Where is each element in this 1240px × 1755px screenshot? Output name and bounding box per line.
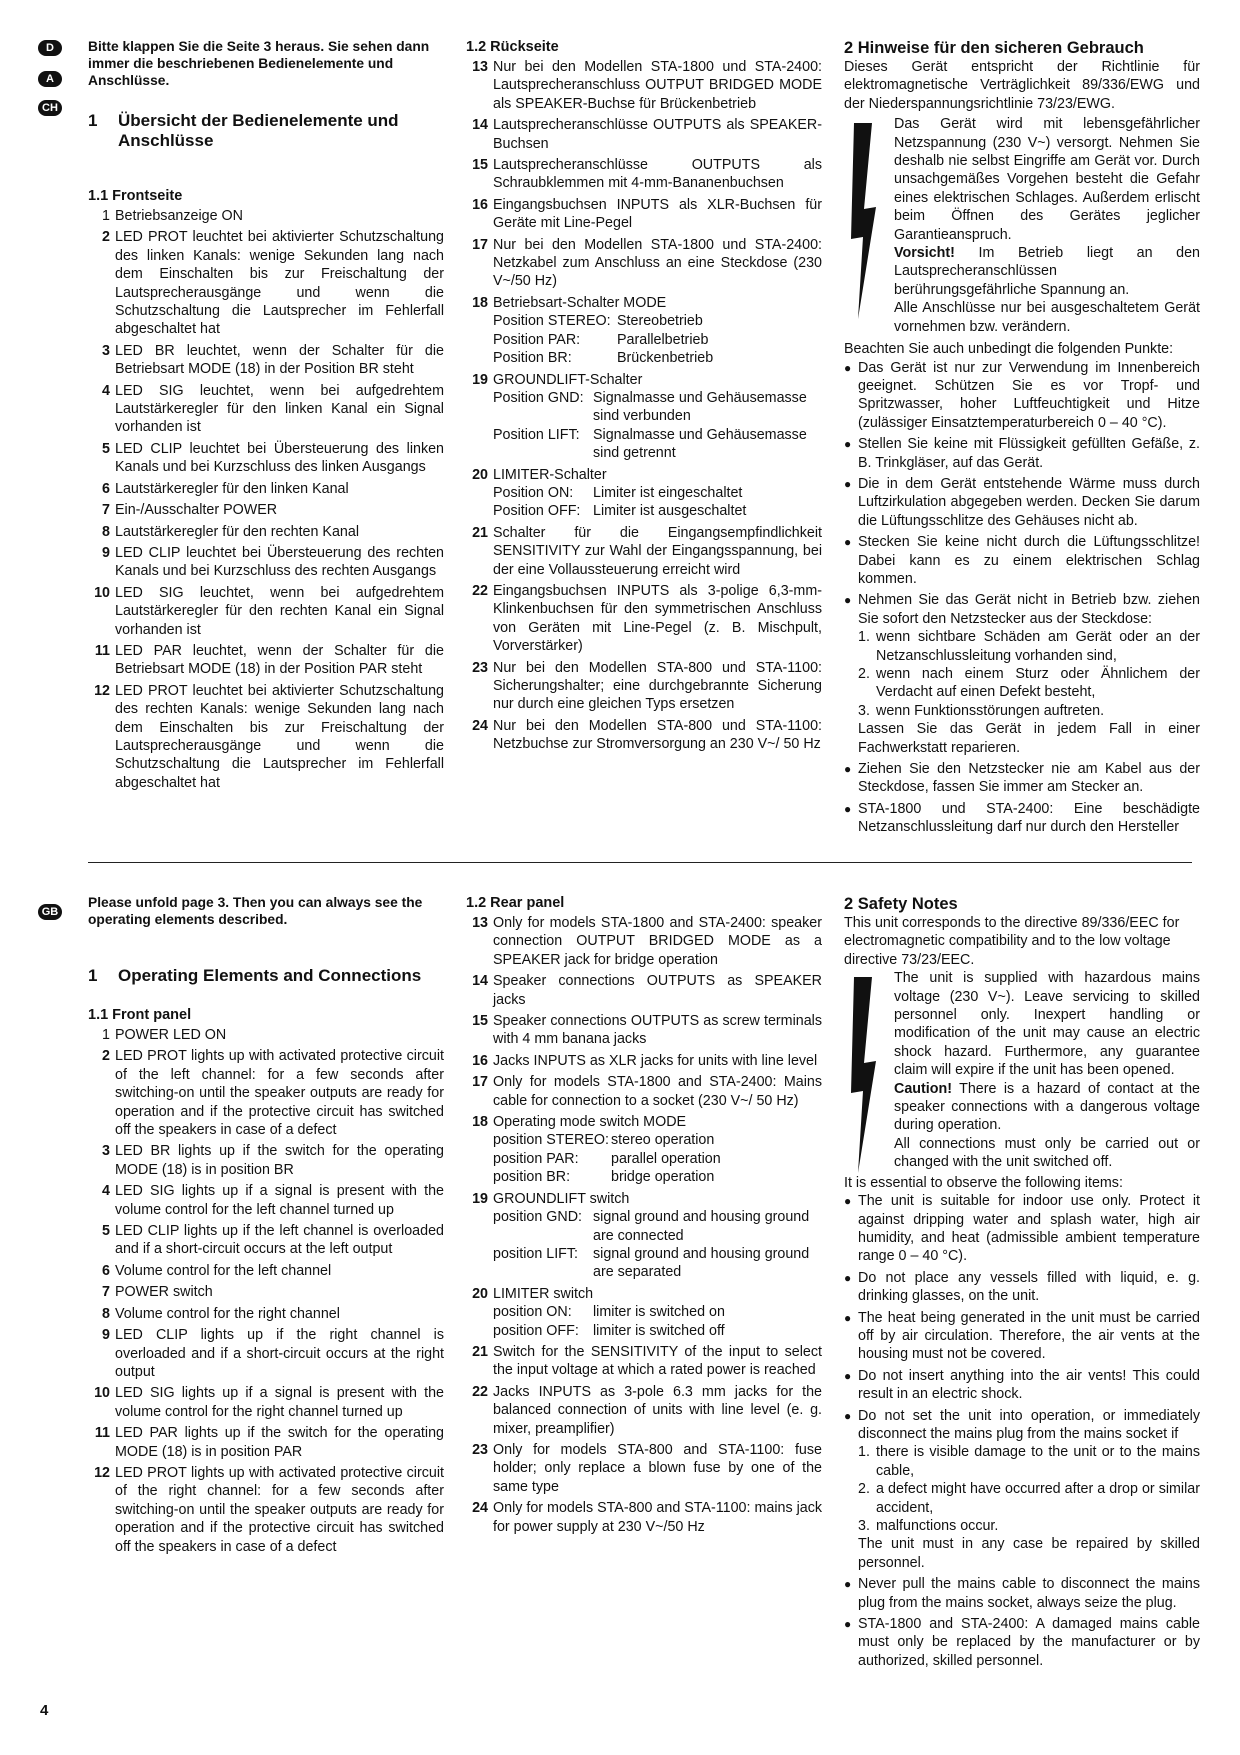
list-item <box>466 294 822 368</box>
item-text: LED SIG lights up if a signal is present with the volume control for the left channel turned up <box>115 1183 444 1218</box>
item-number: 22 <box>472 1383 488 1400</box>
list-item <box>466 1343 822 1380</box>
de-front-title: 1.1 Frontseite <box>88 188 183 204</box>
list-item <box>466 1383 822 1438</box>
de-rear-list <box>466 58 822 754</box>
item-number: 22 <box>472 582 488 599</box>
item-text: Lautsprecheranschlüsse OUTPUTS als SPEAKER-Buchsen <box>493 117 822 152</box>
numbered-text: malfunctions occur. <box>876 1518 999 1534</box>
item-text: Switch for the SENSITIVITY of the input to select the input voltage at which a rated power is reached <box>493 1343 822 1379</box>
switch-position <box>493 389 822 426</box>
position-value: Signalmasse und Gehäusemasse sind getrennt <box>593 426 807 462</box>
list-item <box>466 371 822 463</box>
en-safety-intro: This unit corresponds to the directive 89/336/EEC for electromagnetic compatibility and to the low voltage directive 73/23/EEC. <box>844 915 1180 968</box>
item-text: Speaker connections OUTPUTS as SPEAKER jacks <box>493 973 822 1008</box>
item-number: 20 <box>472 1285 488 1302</box>
en-warning-text: The unit is supplied with hazardous mains voltage (230 V~). Leave servicing to skilled personnel only. Inexpert handling or modification of the unit may cause an electric shock hazard. Furthermore, any guarantee claim will expire if the unit has been opened. <box>894 970 1200 1079</box>
item-text: Betriebsart-Schalter MODE <box>493 294 667 311</box>
item-number: 24 <box>472 717 488 734</box>
bullet-text: Stecken Sie keine nicht durch die Lüftungsschlitze! Dabei kann es zu einem elektrischen Schlag kommen. <box>858 534 1200 587</box>
list-item <box>88 1384 444 1421</box>
item-number: 4 <box>102 1183 110 1200</box>
bullet-icon: ● <box>844 1577 852 1592</box>
item-number: 2 <box>102 1048 110 1065</box>
list-item <box>466 1499 822 1536</box>
bullet-item <box>844 1615 1200 1670</box>
item-number: 8 <box>102 523 110 540</box>
bullet-text: Never pull the mains cable to disconnect the mains plug from the mains socket, always seize the plug. <box>858 1576 1200 1611</box>
item-text: LED CLIP leuchtet bei Übersteuerung des linken Kanals und bei Kurzschluss des linken Ausgangs <box>115 440 444 476</box>
item-number: 7 <box>102 1284 110 1301</box>
item-number: 14 <box>472 973 488 990</box>
numbered-text: wenn sichtbare Schäden am Gerät oder an der Netzanschlussleitung vorhanden sind, <box>876 629 1200 664</box>
list-item <box>466 1012 822 1049</box>
item-text: Lautsprecheranschlüsse OUTPUTS als Schraubklemmen mit 4-mm-Bananenbuchsen <box>493 157 822 192</box>
bullet-text: STA-1800 and STA-2400: A damaged mains cable must only be replaced by the manufacturer or by authorized, skilled personnel. <box>858 1616 1200 1669</box>
en-rear-list <box>466 914 822 1536</box>
position-value: Parallelbetrieb <box>617 331 709 348</box>
list-item <box>88 1142 444 1179</box>
list-item <box>466 524 822 579</box>
bullet-text: Do not insert anything into the air vents! This could result in an electric shock. <box>858 1367 1200 1403</box>
item-text: POWER LED ON <box>115 1027 227 1043</box>
position-label: position LIFT: <box>493 1245 579 1262</box>
numbered-index: 2. <box>858 1481 870 1498</box>
list-item <box>466 972 822 1009</box>
de-section-1-heading: 1 Übersicht der Bedienelemente und Anschlüsse <box>88 111 399 150</box>
list-item <box>88 544 444 581</box>
de-caution: Vorsicht! Im Betrieb liegt an den Lautsprecheranschlüssen berührungsgefährliche Spannung an. <box>894 245 1200 298</box>
switch-position <box>493 1303 822 1321</box>
position-label: Position PAR: <box>493 331 581 348</box>
bullet-icon: ● <box>844 1270 852 1285</box>
bullet-item <box>844 1407 1200 1573</box>
item-text: LIMITER switch <box>493 1285 594 1302</box>
item-text: LED PROT leuchtet bei aktivierter Schutzschaltung des linken Kanals: wenige Sekunden lang nach dem Einschalten bis zur Freischaltung der Lautsprecherausgänge und wenn die Schutzschaltung die Lautsprecher im Fehlerfall abgeschaltet hat <box>115 229 444 338</box>
bullet-icon: ● <box>844 476 852 491</box>
list-item <box>88 228 444 338</box>
position-value: parallel operation <box>611 1150 721 1167</box>
bullet-text: Do not place any vessels filled with liquid, e. g. drinking glasses, on the unit. <box>858 1269 1200 1305</box>
item-number: 24 <box>472 1500 488 1517</box>
item-text: Nur bei den Modellen STA-1800 und STA-2400: Lautsprecheranschluss OUTPUT BRIDGED MODE als SPEAKER-Buchse für Brückenbetrieb <box>493 59 822 112</box>
item-body <box>493 1113 822 1187</box>
list-item <box>466 1441 822 1496</box>
item-text: GROUNDLIFT-Schalter <box>493 371 643 388</box>
switch-position <box>493 331 822 349</box>
de-warning-connections: Alle Anschlüsse nur bei ausgeschaltetem Gerät vornehmen bzw. verändern. <box>894 300 1200 335</box>
item-number: 13 <box>472 915 488 931</box>
numbered-text: wenn nach einem Sturz oder Ähnlichem der Verdacht auf einen Defekt besteht, <box>876 666 1200 701</box>
item-body <box>493 294 822 368</box>
item-body <box>493 371 822 463</box>
item-text: LED PAR lights up if the switch for the operating MODE (18) is in position PAR <box>115 1425 444 1460</box>
list-item <box>466 1190 822 1282</box>
en-warning-connections: All connections must only be carried out or changed with the unit switched off. <box>894 1135 1200 1171</box>
item-number: 1 <box>102 1027 110 1043</box>
bullet-icon: ● <box>844 1194 852 1209</box>
position-value: limiter is switched on <box>593 1304 725 1321</box>
item-text: LED SIG lights up if a signal is present with the volume control for the right channel turned up <box>115 1385 444 1420</box>
bullet-text: Stellen Sie keine mit Flüssigkeit gefüllten Gefäße, z. B. Trinkgläser, auf das Gerät. <box>858 436 1200 471</box>
lightning-bolt-icon <box>846 975 880 1185</box>
en-section-1-heading: 1 Operating Elements and Connections <box>88 966 422 985</box>
numbered-index: 3. <box>858 1518 870 1534</box>
numbered-text: a defect might have occurred after a drop or similar accident, <box>876 1481 1200 1516</box>
list-item <box>88 1222 444 1259</box>
item-text: LED PAR leuchtet, wenn der Schalter für die Betriebsart MODE (18) in der Position PAR steht <box>115 642 444 678</box>
list-item <box>88 1182 444 1219</box>
bullet-text: STA-1800 und STA-2400: Eine beschädigte Netzanschlussleitung darf nur durch den Hersteller <box>858 800 1200 836</box>
bullet-text: Nehmen Sie das Gerät nicht in Betrieb bzw. ziehen Sie sofort den Netzstecker aus der Steckdose: <box>858 592 1200 627</box>
numbered-index: 3. <box>858 702 870 719</box>
item-text: LED BR lights up if the switch for the operating MODE (18) is in position BR <box>115 1143 444 1178</box>
item-number: 14 <box>472 117 488 134</box>
item-number: 11 <box>94 1425 110 1442</box>
item-text: LED SIG leuchtet, wenn bei aufgedrehtem Lautstärkeregler für den rechten Kanal ein Signal vorhanden ist <box>115 584 444 638</box>
item-number: 15 <box>472 1013 488 1030</box>
item-text: Schalter für die Eingangsempfindlichkeit SENSITIVITY zur Wahl der Eingangsspannung, bei der eine Vollaussteuerung erreicht wird <box>493 524 822 578</box>
position-value: bridge operation <box>611 1169 715 1186</box>
list-item <box>88 1464 444 1556</box>
item-text: Lautstärkeregler für den rechten Kanal <box>115 523 359 540</box>
switch-position <box>493 312 822 330</box>
bullet-icon: ● <box>844 801 852 816</box>
switch-position <box>493 1322 822 1340</box>
item-number: 15 <box>472 157 488 174</box>
list-item <box>88 682 444 792</box>
item-text: LED CLIP lights up if the left channel is overloaded and if a short-circuit occurs at the left output <box>115 1223 444 1258</box>
de-rear-title: 1.2 Rückseite <box>466 39 559 55</box>
numbered-item <box>858 702 1200 720</box>
item-number: 7 <box>102 502 110 519</box>
bullet-item <box>844 1192 1200 1266</box>
de-safety-list <box>844 359 1200 837</box>
position-value: Stereobetrieb <box>617 313 703 330</box>
en-intro: Please unfold page 3. Then you can always see the operating elements described. <box>88 895 423 927</box>
de-column-3 <box>844 38 1200 840</box>
bullet-item <box>844 1575 1200 1612</box>
numbered-index: 1. <box>858 629 870 646</box>
en-caution: Caution! There is a hazard of contact at the speaker connections with a dangerous voltage during operation. <box>894 1080 1200 1134</box>
page-number: 4 <box>40 1702 49 1719</box>
bullet-icon: ● <box>844 535 852 550</box>
position-label: Position GND: <box>493 389 584 406</box>
item-text: Eingangsbuchsen INPUTS als XLR-Buchsen für Geräte mit Line-Pegel <box>493 196 822 232</box>
item-text: LED CLIP lights up if the right channel is overloaded and if a short-circuit occurs at the right output <box>115 1327 444 1380</box>
bullet-text: Ziehen Sie den Netzstecker nie am Kabel aus der Steckdose, fassen Sie immer am Stecker an. <box>858 761 1200 796</box>
list-item <box>466 1285 822 1340</box>
item-text: Speaker connections OUTPUTS as screw terminals with 4 mm banana jacks <box>493 1013 822 1048</box>
list-item <box>466 1073 822 1110</box>
de-warning-block <box>844 115 1200 336</box>
bullet-item <box>844 1309 1200 1364</box>
position-label: Position OFF: <box>493 503 581 520</box>
item-text: Nur bei den Modellen STA-800 und STA-1100: Netzbuchse zur Stromversorgung an 230 V~/ 50 Hz <box>493 717 822 753</box>
language-badge-d: D <box>38 40 62 56</box>
numbered-item <box>858 1480 1200 1517</box>
list-item <box>88 1283 444 1301</box>
item-text: LED BR leuchtet, wenn der Schalter für die Betriebsart MODE (18) in der Position BR steht <box>115 342 444 378</box>
item-text: LIMITER-Schalter <box>493 466 607 483</box>
list-item <box>88 480 444 498</box>
item-text: LED SIG leuchtet, wenn bei aufgedrehtem Lautstärkeregler für den linken Kanal ein Signal vorhanden ist <box>115 382 444 436</box>
list-item <box>88 1047 444 1139</box>
switch-position <box>493 1131 822 1149</box>
item-number: 19 <box>472 371 488 388</box>
switch-position <box>493 1168 822 1186</box>
item-number: 5 <box>102 1223 110 1240</box>
position-label: position OFF: <box>493 1322 579 1339</box>
item-number: 6 <box>102 480 110 497</box>
position-label: position PAR: <box>493 1150 579 1167</box>
bullet-body <box>858 1407 1200 1573</box>
bullet-icon: ● <box>844 762 852 777</box>
position-value: Limiter ist eingeschaltet <box>593 484 743 501</box>
item-text: Nur bei den Modellen STA-800 und STA-1100: Sicherungshalter; eine durchgebrannte Sicherung nur durch eine gleichen Typs ersetzen <box>493 659 822 713</box>
numbered-item <box>858 1517 1200 1535</box>
de-safety-intro: Dieses Gerät entspricht der Richtlinie für elektromagnetische Verträglichkeit 89/336/EWG und der Niederspannungsrichtlinie 73/23/EWG. <box>844 59 1200 112</box>
item-number: 12 <box>94 682 110 699</box>
item-number: 16 <box>472 196 488 213</box>
item-number: 3 <box>102 1143 110 1160</box>
language-divider <box>88 862 1192 863</box>
item-number: 17 <box>472 236 488 253</box>
item-body <box>493 1190 822 1282</box>
numbered-text: there is visible damage to the unit or to the mains cable, <box>876 1444 1200 1479</box>
position-label: Position ON: <box>493 484 574 501</box>
list-item <box>88 584 444 639</box>
position-value: Signalmasse und Gehäusemasse sind verbunden <box>593 389 807 425</box>
bullet-icon: ● <box>844 593 852 608</box>
position-label: Position LIFT: <box>493 426 580 443</box>
service-note: The unit must in any case be repaired by skilled personnel. <box>858 1536 1200 1571</box>
list-item <box>88 1026 444 1044</box>
item-text: Volume control for the left channel <box>115 1262 332 1279</box>
item-number: 21 <box>472 1343 488 1360</box>
list-item <box>88 440 444 477</box>
de-front-list <box>88 207 444 792</box>
bullet-icon: ● <box>844 1617 852 1632</box>
item-number: 3 <box>102 342 110 359</box>
item-number: 5 <box>102 440 110 457</box>
bullet-item <box>844 1367 1200 1404</box>
item-number: 2 <box>102 229 110 246</box>
item-number: 4 <box>102 382 110 399</box>
bullet-item <box>844 591 1200 757</box>
item-number: 10 <box>94 1385 110 1402</box>
item-number: 19 <box>472 1190 488 1207</box>
en-safety-heading: 2 Safety Notes <box>844 895 958 913</box>
bullet-body <box>858 591 1200 757</box>
position-label: position ON: <box>493 1304 572 1321</box>
en-safety-list <box>844 1192 1200 1670</box>
list-item <box>466 116 822 153</box>
language-badge-gb: GB <box>38 904 62 920</box>
list-item <box>466 914 822 969</box>
item-number: 11 <box>94 642 110 659</box>
en-rear-title: 1.2 Rear panel <box>466 895 565 911</box>
item-text: Lautstärkeregler für den linken Kanal <box>115 480 349 497</box>
numbered-text: wenn Funktionsstörungen auftreten. <box>876 702 1105 719</box>
item-number: 13 <box>472 59 488 75</box>
list-item <box>88 642 444 679</box>
list-item <box>88 1424 444 1461</box>
bullet-icon: ● <box>844 437 852 452</box>
bullet-text: Do not set the unit into operation, or immediately disconnect the mains plug from the mains socket if <box>858 1407 1200 1442</box>
item-number: 23 <box>472 659 488 676</box>
list-item <box>466 196 822 233</box>
bullet-item <box>844 359 1200 433</box>
list-item <box>466 156 822 193</box>
bullet-text: Das Gerät ist nur zur Verwendung im Innenbereich geeignet. Schützen Sie es vor Tropf- und Spritzwasser, hoher Luftfeuchtigkeit und Hitze (zulässiger Einsatztemperaturbereich 0 – 40 °C). <box>858 359 1200 431</box>
item-number: 9 <box>102 544 110 561</box>
list-item <box>466 659 822 714</box>
bullet-icon: ● <box>844 1368 852 1383</box>
numbered-item <box>858 628 1200 665</box>
list-item <box>466 236 822 291</box>
item-number: 16 <box>472 1052 488 1069</box>
item-text: LED PROT leuchtet bei aktivierter Schutzschaltung des rechten Kanals: wenige Sekunden lang nach dem Einschalten bis zur Freischaltung der Lautsprecherausgänge und wenn die Schutzschaltung die Lautsprecher im Fehlerfall abgeschaltet hat <box>115 682 444 791</box>
position-label: position BR: <box>493 1169 571 1186</box>
position-label: Position STEREO: <box>493 313 611 330</box>
item-number: 9 <box>102 1327 110 1344</box>
item-number: 20 <box>472 466 488 483</box>
item-text: LED PROT lights up with activated protective circuit of the right channel: for a few seconds after switching-on until the speaker outputs are ready for operation and if the protective circuit has switched off the speakers in case of a defect <box>115 1464 444 1555</box>
en-column-3 <box>844 894 1200 1673</box>
item-text: Jacks INPUTS as XLR jacks for units with line level <box>493 1052 818 1069</box>
item-text: POWER switch <box>115 1284 213 1301</box>
item-number: 18 <box>472 294 488 311</box>
list-item <box>88 1305 444 1323</box>
language-badge-ch: CH <box>38 100 62 116</box>
bullet-text: The heat being generated in the unit must be carried off by air circulation. Therefore, the air vents at the housing must not be covered. <box>858 1309 1200 1363</box>
list-item <box>88 382 444 437</box>
position-label: Position BR: <box>493 350 572 367</box>
bullet-item <box>844 1269 1200 1306</box>
item-text: Volume control for the right channel <box>115 1305 340 1322</box>
item-text: Betriebsanzeige ON <box>115 208 243 224</box>
item-number: 18 <box>472 1114 488 1131</box>
numbered-item <box>858 665 1200 702</box>
bullet-item <box>844 533 1200 588</box>
numbered-index: 1. <box>858 1444 870 1461</box>
item-body <box>493 1285 822 1340</box>
position-label: position STEREO: <box>493 1132 610 1149</box>
service-note: Lassen Sie das Gerät in jedem Fall in einer Fachwerkstatt reparieren. <box>858 721 1200 756</box>
switch-position <box>493 1208 822 1245</box>
item-text: Nur bei den Modellen STA-1800 und STA-2400: Netzkabel zum Anschluss an eine Steckdose (230 V~/50 Hz) <box>493 236 822 290</box>
bullet-item <box>844 475 1200 530</box>
item-text: Only for models STA-1800 and STA-2400: speaker connection OUTPUT BRIDGED MODE as a SPEAKER jack for bridge operation <box>493 915 822 968</box>
switch-position <box>493 426 822 463</box>
item-text: LED CLIP leuchtet bei Übersteuerung des rechten Kanals und bei Kurzschluss des rechten Ausgangs <box>115 544 444 580</box>
position-label: position GND: <box>493 1209 582 1226</box>
position-value: Limiter ist ausgeschaltet <box>593 503 747 520</box>
de-column-2 <box>466 38 822 757</box>
position-value: stereo operation <box>611 1132 715 1149</box>
language-badge-a: A <box>38 71 62 87</box>
bullet-item <box>844 800 1200 837</box>
item-text: Only for models STA-800 and STA-1100: fuse holder; only replace a blown fuse by one of the same type <box>493 1441 822 1495</box>
de-observe: Beachten Sie auch unbedingt die folgenden Punkte: <box>844 341 1174 358</box>
de-column-1 <box>88 38 444 795</box>
item-number: 10 <box>94 584 110 601</box>
item-text: LED PROT lights up with activated protective circuit of the left channel: for a few seconds after switching-on until the speaker outputs are ready for operation and if the protective circuit has switched off the speakers in case of a defect <box>115 1048 444 1139</box>
item-text: GROUNDLIFT switch <box>493 1190 630 1207</box>
en-column-1 <box>88 894 444 1559</box>
list-item <box>466 1113 822 1187</box>
numbered-index: 2. <box>858 666 870 682</box>
item-number: 8 <box>102 1305 110 1322</box>
list-item <box>88 1326 444 1381</box>
lightning-bolt-icon <box>846 121 880 331</box>
bullet-icon: ● <box>844 360 852 375</box>
item-number: 1 <box>102 208 110 224</box>
switch-position <box>493 1150 822 1168</box>
bullet-icon: ● <box>844 1408 852 1423</box>
de-warning-text: Das Gerät wird mit lebensgefährlicher Netzspannung (230 V~) versorgt. Nehmen Sie deshalb nie selbst Eingriffe am Gerät vor. Durch unsachgemäßes Vorgehen besteht die Gefahr eines elektrischen Schlages. Außerdem erlischt beim Öffnen des Gerätes jeglicher Garantieanspruch. <box>894 116 1200 243</box>
bullet-icon: ● <box>844 1310 852 1325</box>
bullet-text: The unit is suitable for indoor use only. Protect it against dripping water and splash water, high air humidity, and heat (admissible ambient temperature range 0 – 40 °C). <box>858 1193 1200 1265</box>
bullet-item <box>844 435 1200 472</box>
list-item <box>466 1052 822 1070</box>
switch-position <box>493 502 822 520</box>
switch-position <box>493 1245 822 1282</box>
list-item <box>466 582 822 656</box>
switch-position <box>493 484 822 502</box>
numbered-item <box>858 1443 1200 1480</box>
item-number: 17 <box>472 1074 488 1091</box>
item-text: Only for models STA-1800 and STA-2400: Mains cable for connection to a socket (230 V~/ 50 Hz) <box>493 1074 822 1109</box>
item-number: 21 <box>472 524 488 541</box>
switch-position <box>493 349 822 367</box>
list-item <box>88 342 444 379</box>
position-value: Brückenbetrieb <box>617 350 714 367</box>
list-item <box>466 58 822 113</box>
de-safety-heading: 2 Hinweise für den sicheren Gebrauch <box>844 39 1144 57</box>
list-item <box>88 501 444 519</box>
item-body <box>493 466 822 521</box>
item-number: 23 <box>472 1441 488 1458</box>
de-intro: Bitte klappen Sie die Seite 3 heraus. Sie sehen dann immer die beschriebenen Bedienelemente und Anschlüsse. <box>88 39 430 88</box>
position-value: signal ground and housing ground are separated <box>593 1245 810 1281</box>
en-warning-block <box>844 969 1200 1171</box>
position-value: signal ground and housing ground are connected <box>593 1209 810 1244</box>
position-value: limiter is switched off <box>593 1322 725 1339</box>
item-number: 12 <box>94 1464 110 1481</box>
bullet-item <box>844 760 1200 797</box>
en-front-list <box>88 1026 444 1556</box>
bullet-text: Die in dem Gerät entstehende Wärme muss durch Luftzirkulation abgegeben werden. Decken Sie darum die Lüftungsschlitze des Gehäuses nicht ab. <box>858 475 1200 529</box>
list-item <box>88 207 444 225</box>
item-text: Only for models STA-800 and STA-1100: mains jack for power supply at 230 V~/50 Hz <box>493 1500 822 1535</box>
list-item <box>88 1262 444 1280</box>
item-text: Jacks INPUTS as 3-pole 6.3 mm jacks for the balanced connection of units with line level (e. g. mixer, preamplifier) <box>493 1383 822 1437</box>
list-item <box>88 523 444 541</box>
en-observe: It is essential to observe the following items: <box>844 1174 1123 1191</box>
list-item <box>466 717 822 754</box>
item-text: Operating mode switch MODE <box>493 1114 687 1131</box>
item-number: 6 <box>102 1262 110 1279</box>
en-front-title: 1.1 Front panel <box>88 1007 192 1023</box>
item-text: Ein-/Ausschalter POWER <box>115 502 278 519</box>
item-text: Eingangsbuchsen INPUTS als 3-polige 6,3-mm-Klinkenbuchsen für den symmetrischen Anschluss von Geräten mit Line-Pegel (z. B. Mischpult, Vorverstärker) <box>493 582 822 655</box>
list-item <box>466 466 822 521</box>
en-column-2 <box>466 894 822 1539</box>
